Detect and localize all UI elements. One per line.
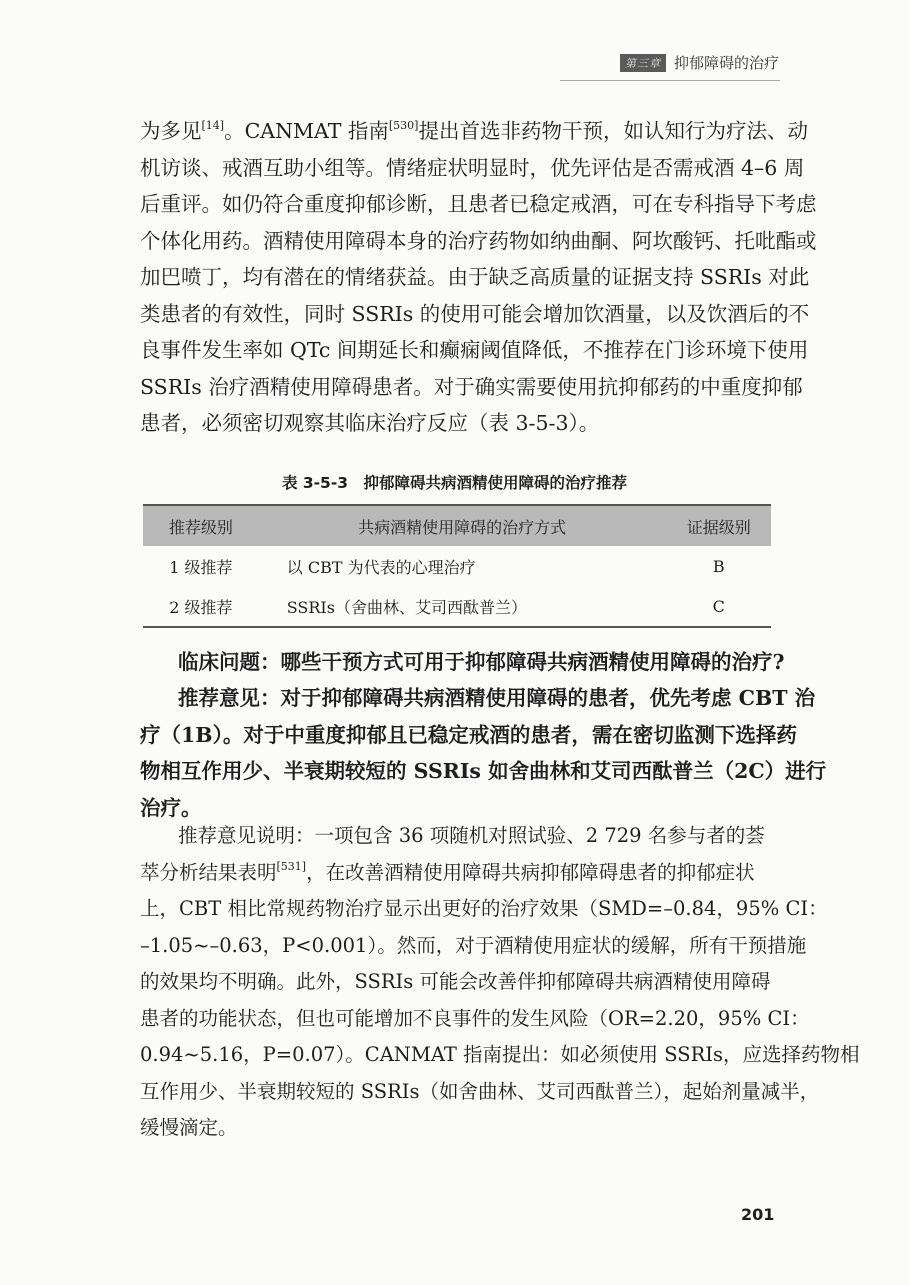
citation: [531] bbox=[276, 859, 307, 873]
text-line: 推荐意见说明：一项包含 36 项随机对照试验、2 729 名参与者的荟 bbox=[178, 824, 765, 847]
table-cell: 2 级推荐 bbox=[143, 586, 259, 627]
chapter-label: 第三章 bbox=[620, 54, 666, 72]
text-line: 患者，必须密切观察其临床治疗反应（表 3-5-3）。 bbox=[140, 411, 600, 435]
recommendation-paragraph bbox=[140, 680, 827, 826]
explanation-paragraph bbox=[140, 818, 860, 1147]
text-line: 互作用少、半衰期较短的 SSRIs（如舍曲林、艾司西酞普兰），起始剂量减半， bbox=[140, 1079, 820, 1103]
text-line: 治疗。 bbox=[140, 795, 202, 820]
table-cell: 以 CBT 为代表的心理治疗 bbox=[286, 557, 476, 577]
text-line: 推荐意见：对于抑郁障碍共病酒精使用障碍的患者，优先考虑 CBT 治 bbox=[178, 686, 816, 710]
text-line: 良事件发生率如 QTc 间期延长和癫痫阈值降低，不推荐在门诊环境下使用 bbox=[140, 338, 809, 362]
table-row bbox=[143, 546, 771, 586]
column-header: 推荐级别 bbox=[143, 505, 259, 546]
text-line: 萃分析结果表明[531]，在改善酒精使用障碍共病抑郁障碍患者的抑郁症状 bbox=[140, 859, 755, 884]
text-line: SSRIs 治疗酒精使用障碍患者。对于确实需要使用抗抑郁药的中重度抑郁 bbox=[140, 374, 803, 399]
page-number: 201 bbox=[741, 1205, 775, 1224]
table-cell: B bbox=[712, 556, 725, 576]
text-line: 加巴喷丁，均有潜在的情绪获益。由于缺乏高质量的证据支持 SSRIs 对此 bbox=[140, 265, 810, 289]
table-caption: 表 3-5-3 抑郁障碍共病酒精使用障碍的治疗推荐 bbox=[281, 474, 628, 492]
citation: [14] bbox=[201, 119, 225, 132]
text-line: 患者的功能状态，但也可能增加不良事件的发生风险（OR=2.20，95% CI： bbox=[140, 1006, 810, 1030]
text-line: 0.94~5.16，P=0.07）。CANMAT 指南提出：如必须使用 SSRIs，应选择药物相 bbox=[140, 1043, 860, 1066]
table-header-row bbox=[143, 505, 771, 546]
table-cell: C bbox=[667, 586, 771, 627]
column-header: 共病酒精使用障碍的治疗方式 bbox=[259, 505, 667, 546]
citation: [530] bbox=[388, 119, 419, 132]
running-header bbox=[620, 52, 779, 73]
text-line: 为多见[14]。CANMAT 指南[530]提出首选非药物干预，如认知行为疗法、动 bbox=[140, 119, 808, 143]
text-line: 缓慢滴定。 bbox=[140, 1116, 238, 1139]
clinical-question: 临床问题：哪些干预方式可用于抑郁障碍共病酒精使用障碍的治疗? bbox=[178, 650, 785, 674]
text-line: 物相互作用少、半衰期较短的 SSRIs 如舍曲林和艾司西酞普兰（2C）进行 bbox=[140, 759, 827, 783]
table-cell: 1 级推荐 bbox=[169, 557, 233, 577]
text-line: 类患者的有效性，同时 SSRIs 的使用可能会增加饮酒量，以及饮酒后的不 bbox=[140, 301, 810, 326]
paragraph-intro bbox=[140, 113, 817, 442]
table-cell: SSRIs（舍曲林、艾司西酞普兰） bbox=[259, 586, 667, 627]
header-divider bbox=[560, 80, 780, 81]
text-line: 的效果均不明确。此外，SSRIs 可能会改善伴抑郁障碍共病酒精使用障碍 bbox=[140, 970, 771, 993]
recommendation-table bbox=[143, 504, 771, 628]
text-line: –1.05~–0.63，P<0.001）。然而，对于酒精使用症状的缓解，所有干预措施 bbox=[140, 933, 807, 957]
text-line: 疗（1B）。对于中重度抑郁且已稳定戒酒的患者，需在密切监测下选择药 bbox=[140, 722, 797, 747]
header-title: 抑郁障碍的治疗 bbox=[673, 54, 779, 72]
text-line: 上，CBT 相比常规药物治疗显示出更好的治疗效果（SMD=–0.84，95% CI： bbox=[140, 897, 828, 920]
column-header: 证据级别 bbox=[667, 505, 771, 546]
text-line: 后重评。如仍符合重度抑郁诊断，且患者已稳定戒酒，可在专科指导下考虑 bbox=[140, 192, 817, 216]
table-row bbox=[143, 586, 771, 627]
text-line: 机访谈、戒酒互助小组等。情绪症状明显时，优先评估是否需戒酒 4–6 周 bbox=[140, 155, 805, 180]
text-line: 个体化用药。酒精使用障碍本身的治疗药物如纳曲酮、阿坎酸钙、托吡酯或 bbox=[140, 228, 817, 253]
